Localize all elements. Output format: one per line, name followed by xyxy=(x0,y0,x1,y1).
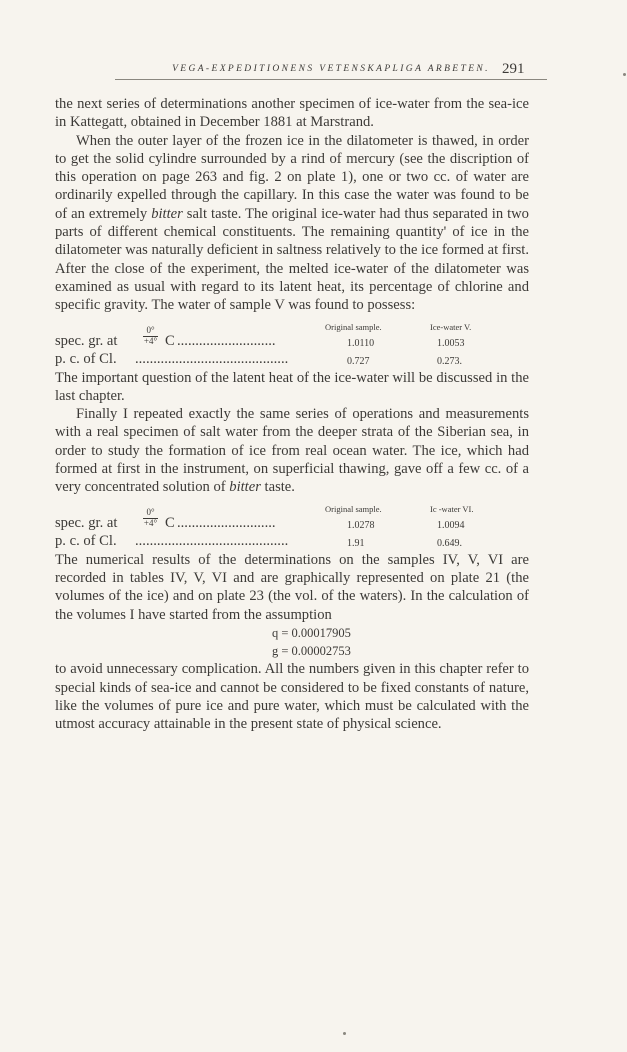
leader-dots: ........................... xyxy=(177,514,276,531)
ice-water-spec-gr-value: 1.0094 xyxy=(437,519,465,531)
formula-q-text: q = 0.00017905 xyxy=(272,625,351,640)
chlorine-label: p. c. of Cl. xyxy=(55,532,117,549)
paragraph-4 xyxy=(55,405,529,496)
column-header-ice-water-v: Ice-water V. xyxy=(430,321,472,332)
paragraph-2 xyxy=(55,132,529,315)
paragraph-1: the next series of determinations another specimen of ice-water from the sea-ice in Kattegatt, obtained in December 1881 at Marstrand. xyxy=(55,96,529,131)
unit-celsius: C xyxy=(165,332,175,349)
paragraph-3: The important question of the latent heat of the ice-water will be discussed in the last chapter. xyxy=(55,369,529,404)
margin-mark xyxy=(623,73,626,76)
spec-gr-text: spec. gr. at xyxy=(55,332,118,349)
running-header: VEGA-EXPEDITIONENS VETENSKAPLIGA ARBETEN. xyxy=(172,64,490,74)
paragraph-6: to avoid unnecessary complication. All the numbers given in this chapter refer to special kinds of sea-ice and cannot be considered to be fixed constants of nature, like the volumes of pure ice and pure water, which must be calculated with the utmost accuracy attainable in the present state of physical science. xyxy=(55,661,529,733)
margin-mark xyxy=(343,1032,346,1035)
leader-dots: .......................................... xyxy=(135,350,289,367)
paragraph-4-part-a: Finally I repeated exactly the same series of operations and measurements with a real specimen of salt water from the deeper strata of the Siberian sea, in order to study the formation of ice from real ocean water. The ice, which had formed at first in the instrument, on superficial thawing, gave off a few cc. of a very concentrated solution of xyxy=(55,406,529,496)
sample-vi-table xyxy=(55,497,529,551)
formula-g xyxy=(55,642,529,660)
temperature-fraction xyxy=(143,508,158,528)
paragraph-2-part-a: When the outer layer of the frozen ice in the dilatometer is thawed, in order to get the solid cylindre surrounded by a rind of mercury (see the discription of this operation on page 263 and fig. 2 on plate 1), one or two cc. of water are ordinarily expelled through the capillary. In this case the water was found to be of an extremely xyxy=(55,132,529,222)
column-header-original: Original sample. xyxy=(325,321,382,332)
leader-dots: .......................................... xyxy=(135,532,289,549)
formula-q xyxy=(55,624,529,642)
original-spec-gr-value: 1.0110 xyxy=(347,337,375,349)
original-spec-gr-value: 1.0278 xyxy=(347,519,375,531)
ice-water-spec-gr-value: 1.0053 xyxy=(437,337,465,349)
spec-gr-label xyxy=(55,332,117,350)
spec-gr-label xyxy=(55,514,117,532)
header-rule xyxy=(115,79,547,80)
spec-gr-text: spec. gr. at xyxy=(55,514,118,531)
formula-g-text: g = 0.00002753 xyxy=(272,644,351,659)
temperature-fraction xyxy=(143,326,158,346)
paragraph-2-part-b: salt taste. The original ice-water had thus separated in two parts of different chemical constituents. The remaining quantity' of ice in the dilatometer was naturally deficient in saltness relatively to the ice formed at first. After the close of the experiment, the melted ice-water of the dilatometer was examined as usual with regard to its latent heat, its percentage of chlorine and specific gravity. The water of sample V was found to possess: xyxy=(55,205,529,314)
original-chlorine-value: 1.91 xyxy=(347,537,365,549)
body-text xyxy=(55,95,529,734)
chlorine-label: p. c. of Cl. xyxy=(55,350,117,367)
ice-water-chlorine-value: 0.649. xyxy=(437,537,462,549)
fraction-numerator: 0° xyxy=(146,324,155,335)
column-header-ice-water-vi: Ic -water VI. xyxy=(430,503,474,514)
emphasis-bitter: bitter xyxy=(151,205,183,222)
sample-v-table xyxy=(55,315,529,369)
unit-celsius: C xyxy=(165,514,175,531)
page-number: 291 xyxy=(502,61,525,77)
emphasis-bitter: bitter xyxy=(229,479,261,496)
fraction-numerator: 0° xyxy=(146,506,155,517)
fraction-denominator: +4° xyxy=(143,335,158,346)
paragraph-5: The numerical results of the determinations on the samples IV, V, VI are recorded in tables IV, V, VI and are graphically represented on plate 21 (the volumes of the ice) and on plate 23 (the vol. of the waters). In the calculation of the volumes I have started from the assumption xyxy=(55,551,529,623)
original-chlorine-value: 0.727 xyxy=(347,355,370,367)
leader-dots: ........................... xyxy=(177,332,276,349)
paragraph-4-part-b: taste. xyxy=(260,479,295,496)
fraction-denominator: +4° xyxy=(143,517,158,528)
column-header-original: Original sample. xyxy=(325,503,382,514)
ice-water-chlorine-value: 0.273. xyxy=(437,355,462,367)
